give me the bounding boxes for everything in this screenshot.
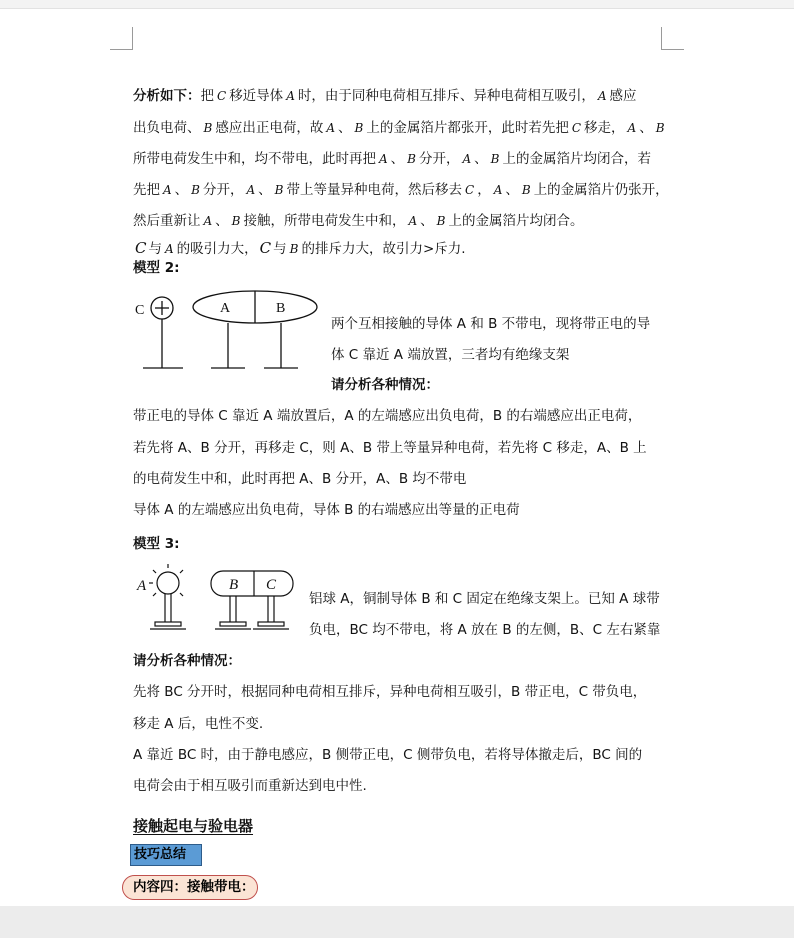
model2-para-1: 带正电的导体 C 靠近 A 端放置后，A 的左端感应出负电荷，B 的右端感应出正电荷， — [133, 408, 642, 424]
model3-desc-2: 负电，BC 均不带电，将 A 放在 B 的左侧，B、C 左右紧靠 — [309, 622, 661, 638]
page-corner-mark-left — [110, 27, 133, 50]
analysis-line-2: 出负电荷、 B 感应出正电荷，故 A 、 B 上的金属箔片都张开，此时若先把 C 移走， A 、 B — [133, 120, 665, 136]
model3-para-3: A 靠近 BC 时，由于静电感应，B 侧带正电，C 侧带负电，若将导体撤走后，BC 间的 — [133, 747, 643, 763]
window-bottom-bar — [0, 906, 794, 938]
aluminum-ball-a — [157, 572, 179, 594]
model3-desc-1: 铝球 A，铜制导体 B 和 C 固定在绝缘支架上。已知 A 球带 — [309, 591, 660, 607]
model2-para-2: 若先将 A、B 分开，再移走 C，则 A、B 带上等量异种电荷，若先将 C 移走，A、B 上 — [133, 440, 647, 456]
model2-title: 模型 2: — [133, 260, 180, 276]
window-top-bar — [0, 0, 794, 9]
model3-para-1: 先将 BC 分开时，根据同种电荷相互排斥，异种电荷相互吸引，B 带正电，C 带负电， — [133, 684, 647, 700]
model2-desc-2: 体 C 靠近 A 端放置，三者均有绝缘支架 — [331, 347, 570, 363]
model2-figure — [133, 288, 323, 378]
model3-label-a: A — [137, 578, 147, 594]
model3-para-4: 电荷会由于相互吸引而重新达到电中性. — [133, 778, 367, 794]
model3-title: 模型 3: — [133, 536, 180, 552]
tips-badge: 技巧总结 — [130, 844, 202, 866]
model3-label-c: C — [266, 577, 277, 593]
model2-label-c: C — [135, 303, 145, 318]
analysis-line-3: 所带电荷发生中和，均不带电，此时再把 A 、 B 分开， A 、 B 上的金属箔片均闭合，若 — [133, 151, 651, 167]
model2-label-b: B — [276, 301, 286, 316]
conductor-bc — [211, 571, 293, 596]
page-corner-mark-right — [661, 27, 684, 50]
section-title: 接触起电与验电器 — [133, 817, 254, 835]
model2-para-3: 的电荷发生中和，此时再把 A、B 分开，A、B 均不带电 — [133, 471, 467, 487]
model2-para-4: 导体 A 的左端感应出负电荷，导体 B 的右端感应出等量的正电荷 — [133, 502, 520, 518]
model3-figure — [133, 560, 303, 635]
analysis-line-5: 然后重新让 A 、 B 接触，所带电荷发生中和， A 、 B 上的金属箔片均闭合。 — [133, 213, 584, 229]
model2-label-a: A — [220, 301, 231, 316]
content-pill: 内容四：接触带电： — [122, 875, 258, 900]
model3-para-2: 移走 A 后，电性不变. — [133, 716, 264, 732]
model2-ask: 请分析各种情况： — [331, 377, 439, 393]
analysis-label: 分析如下： — [133, 88, 201, 104]
analysis-line-6: C 与 A 的吸引力大， C 与 B 的排斥力大，故引力>斥力. — [135, 239, 466, 257]
analysis-line-4: 先把 A 、 B 分开， A 、 B 带上等量异种电荷，然后移去 C ， A 、 B 上的金属箔片仍张开， — [133, 182, 669, 198]
model3-ask: 请分析各种情况： — [133, 653, 241, 669]
model2-desc-1: 两个互相接触的导体 A 和 B 不带电，现将带正电的导 — [331, 316, 651, 332]
analysis-line-1: 分析如下：把 C 移近导体 A 时，由于同种电荷相互排斥、异种电荷相互吸引， A 感应 — [133, 88, 637, 104]
model3-label-b: B — [229, 577, 239, 593]
